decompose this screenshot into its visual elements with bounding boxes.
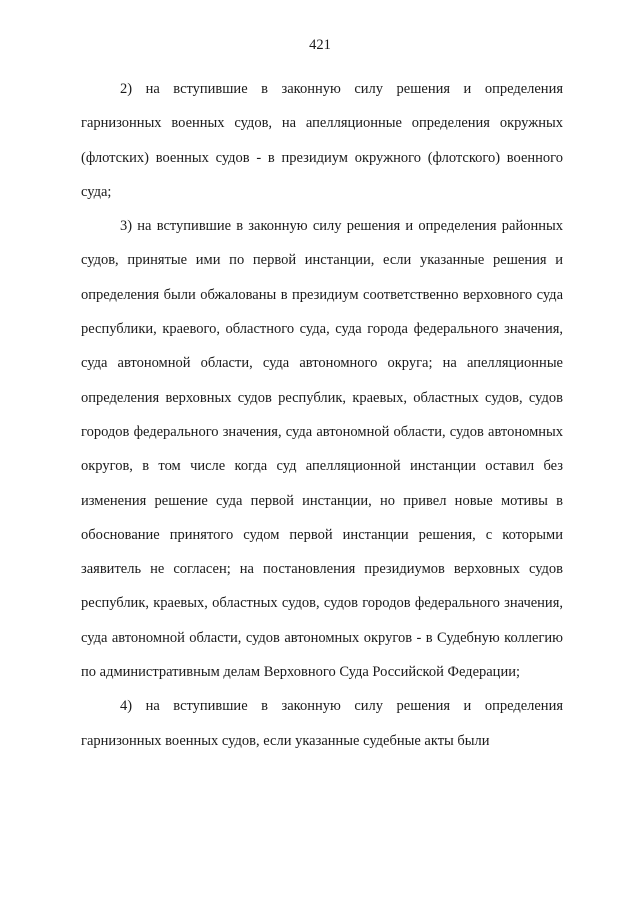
document-body [81,72,563,758]
page-number: 421 [309,37,331,53]
paragraph-item-2: 2) на вступившие в законную силу решения и определения гарнизонных военных судов, на апелляционные определения окружных (флотских) военных судов - в президиум окружного (флотского) военного суда; [81,81,563,200]
paragraph-item-4: 4) на вступившие в законную силу решения и определения гарнизонных военных судов, если указанные судебные акты были [81,698,563,749]
paragraph-item-3: 3) на вступившие в законную силу решения и определения районных судов, принятые ими по первой инстанции, если указанные решения и определения были обжалованы в президиум соответственно верховного суда республики, краевого, областного суда, суда города федерального значения, суда автономной области, суда автономного округа; на апелляционные определения верховных судов республик, краевых, областных судов, судов городов федерального значения, суда автономной области, судов автономных округов, в том числе когда суд апелляционной инстанции оставил без изменения решение суда первой инстанции, но привел новые мотивы в обоснование принятого судом первой инстанции решения, с которыми заявитель не согласен; на постановления президиумов верховных судов республик, краевых, областных судов, судов городов федерального значения, суда автономной области, судов автономных округов - в Судебную коллегию по административным делам Верховного Суда Российской Федерации; [81,218,563,681]
